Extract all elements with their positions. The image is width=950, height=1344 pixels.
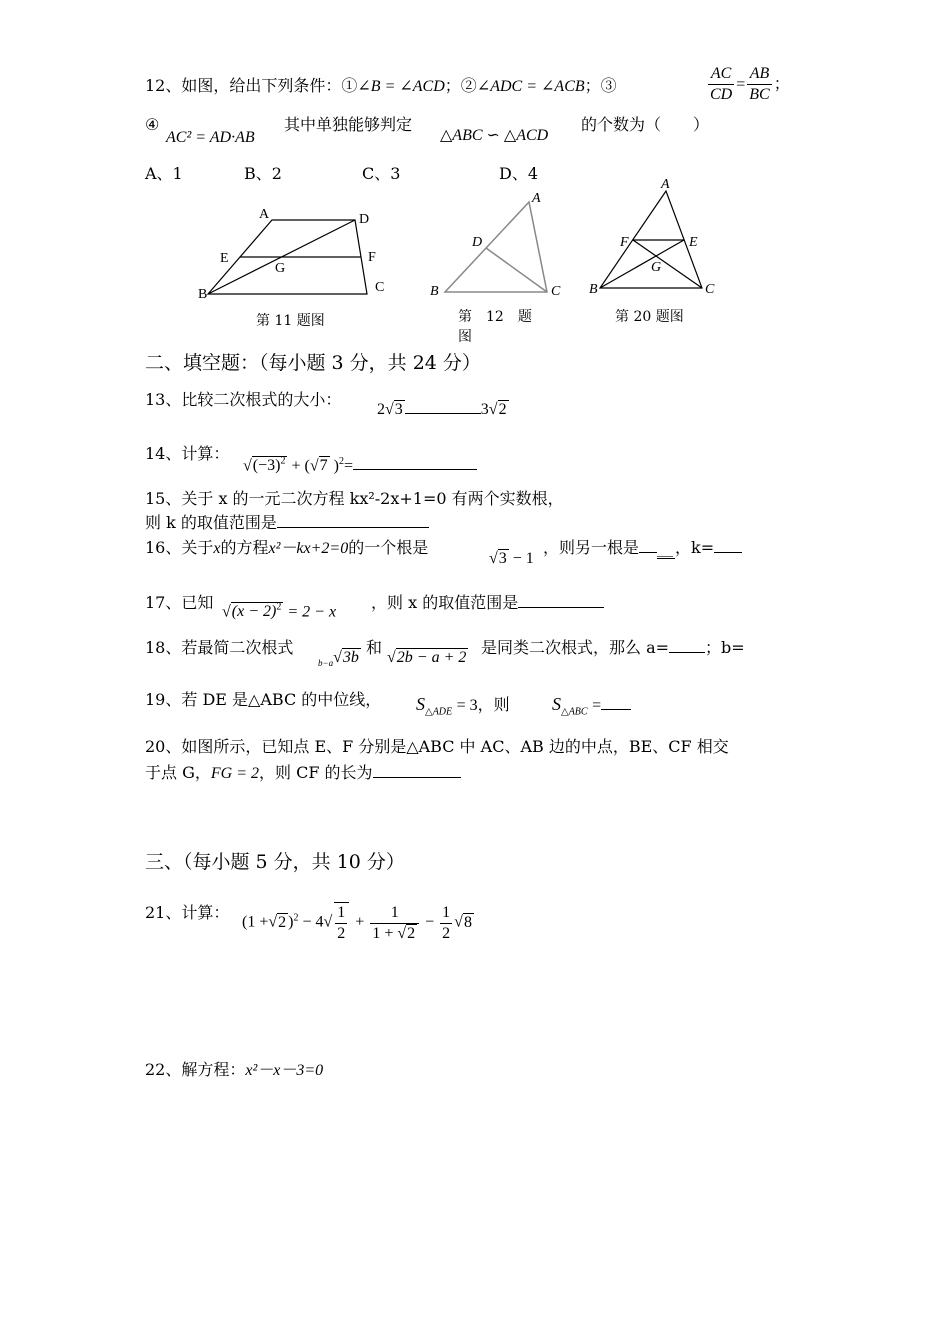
option-a: A、1 [145,164,183,183]
q16-tail [543,538,742,559]
cond4: AC² = AD·AB [166,129,255,146]
q12-line1 [145,76,617,97]
text: 16、关于 [145,538,214,557]
section-2-heading: 二、填空题：（每小题 3 分，共 24 分） [145,352,481,374]
minus: − 4 [302,913,324,931]
coef: 3 [480,401,489,418]
label-f: F [368,250,376,265]
var-x: x [213,540,221,557]
rhs: = 2 − x [287,603,337,621]
q22-line [145,1060,323,1081]
figure-12 [425,185,575,305]
coef: 2 [377,401,385,418]
sep: ； [773,74,790,93]
q13-expr: 2√3 3√2 [377,401,507,418]
minus: − [425,913,435,931]
label-d: D [472,235,483,250]
radicand-base: (−3) [252,457,281,475]
q18-text1: 18、若最简二次根式 [145,638,294,657]
q16-root: √3 − 1 [489,550,534,567]
fg: FG = 2 [210,765,259,782]
figure-12-caption: 第 12 题 [458,309,532,325]
num: AC [708,64,734,85]
frac-ab-bc [747,64,771,105]
exponent: 2 [293,912,299,924]
text: 的一个根是 [348,538,429,557]
q14-text: 14、计算： [145,444,230,463]
q18-a-blank [669,652,705,653]
q19-text1: 19、若 DE 是△ABC 的中位线， [145,690,382,709]
text: ，k= [675,538,715,557]
text: ，则 CF 的长为 [259,763,373,782]
den: BC [749,86,770,103]
q18-tail [481,638,745,658]
frac-half [334,902,349,944]
text: 22、解方程： [145,1060,246,1079]
root-index: b−a [318,658,334,669]
num: AB [747,64,771,85]
frac-inverse [370,903,419,944]
sub: △ABC [561,706,588,718]
sub: △ADE [425,706,453,718]
label-b: B [430,284,439,299]
paren: ) [288,913,294,931]
q12-prefix: 12、如图，给出下列条件： [145,76,342,95]
cond3-fractions [706,64,790,105]
q15-blank [277,527,429,528]
eq: = [736,76,746,93]
q17-tail [371,593,604,613]
q21-text: 21、计算： [145,903,230,922]
minus: − 1 [512,550,534,567]
radicand: 3 [394,401,403,418]
radicand: 2 [278,913,287,931]
blank [639,552,657,553]
triangle-abc [445,202,547,292]
q18-and: 和 [366,638,383,657]
den: 2 [442,924,451,942]
q21-expr: (1 +√2 )$^2$ − 4√ $\frac{1}{2}$ + $\frac{1}{1 + √2}$ − $\frac{1}{2}$ √8 [242,903,472,942]
q16-blank: __ [657,538,674,557]
figure-11 [190,200,400,305]
cond1: ∠B = ∠ACD [357,78,445,95]
figure-20-caption: 第 20 题图 [615,309,684,325]
label-g: G [651,260,662,275]
text: ，则 x 的取值范围是 [371,593,519,612]
label-e: E [220,251,229,266]
text: 的方程 [220,538,269,557]
num: 1 [335,903,347,924]
radicand-base: (x − 2) [231,603,277,621]
q20-blank [373,777,461,778]
q12-similar: △ABC ∽ △ACD [440,127,549,144]
q16-line [145,538,428,559]
label-b: B [198,287,208,302]
label-e: E [689,235,698,250]
q17-text1: 17、已知 [145,593,214,612]
sep: ； [584,76,601,95]
label-g: G [275,261,286,276]
q14-expr: $√(-3)^2 + (√7$ )$^2$= [243,452,477,476]
q13-text: 13、比较二次根式的大小： [145,390,342,409]
paren: ) [333,457,339,475]
label-a: A [259,207,270,222]
radicand [252,456,288,474]
sep: ； [444,76,461,95]
section-3-heading: 三、（每小题 5 分，共 10 分） [145,851,405,873]
q20-line1: 20、如图所示，已知点 E、F 分别是△ABC 中 AC、AB 边的中点，BE、CF 相交 [145,737,729,756]
figure-11-caption: 第 11 题图 [256,313,325,329]
cond1-mark: ① [341,76,358,95]
label-a: A [532,191,541,206]
q14-blank [353,469,477,470]
eq: = [343,457,353,475]
paren: (1 + [242,913,269,931]
num: 1 [440,903,452,924]
radicand: 2b − a + 2 [396,649,467,666]
q19-s-abc [552,694,631,723]
den-a: 1 + [372,924,394,942]
q17-expr: $√(x - 2)^2 = 2 - x$ [222,602,337,621]
text: 于点 G， [145,763,211,782]
q19-s-ade [416,694,510,723]
exponent: 2 [280,456,286,467]
eq: = 3，则 [456,697,510,714]
q13-blank [405,413,481,414]
label-b: B [589,282,598,297]
text: 是同类二次根式，那么 a= [481,638,670,657]
q12-text2: 其中单独能够判定 [284,115,413,134]
q15-line1: 15、关于 x 的一元二次方程 kx²-2x+1=0 有两个实数根， [145,489,564,508]
radicand: 3b [342,649,359,666]
q15-text: 则 k 的取值范围是 [145,513,277,532]
label-c: C [375,280,385,295]
radicand: 2 [407,924,416,942]
den: 2 [337,925,346,942]
q18-rad2: √2b − a + 2 [387,649,467,666]
q16-k-blank [714,552,742,553]
figure-12-caption-line2: 图 [458,329,472,345]
radicand: 7 [319,457,328,475]
figure-11-drawing [190,200,400,305]
label-c: C [705,282,715,297]
q19-blank [601,709,631,710]
label-c: C [551,284,561,299]
cond2-mark: ② [460,76,477,95]
den: 1 + √2 [372,924,416,942]
figure-20 [580,172,730,302]
q15-line2 [145,513,429,533]
radicand: 3 [498,550,507,567]
option-b: B、2 [244,164,282,183]
segment-be [600,240,684,288]
plus: + [355,913,365,931]
frac-ac-cd [708,64,734,105]
exponent: 2 [276,602,282,613]
q20-line2 [145,763,461,784]
figure-12-drawing [425,185,575,305]
equation: x²－kx+2=0 [268,540,349,557]
cond2: ∠ADC = ∠ACB [476,78,585,95]
eq: = [592,697,602,714]
label-d: D [359,212,370,227]
segment-dc [486,248,547,292]
option-c: C、3 [362,164,401,183]
option-d: D、4 [499,164,539,183]
label-f: F [620,235,629,250]
plus: + ( [291,457,310,475]
cond3-mark: ③ [600,76,617,95]
den: CD [710,86,733,103]
text: ；b= [705,638,745,657]
label-a: A [661,177,670,192]
num: 1 [370,903,419,924]
frac-half-2 [440,903,452,944]
q18-rad1: $_{b-a}$√3b [318,649,359,669]
q12-text3: 的个数为（ ） [581,115,710,134]
exponent: 2 [338,456,344,467]
figure-20-drawing [580,172,730,302]
radicand: 8 [463,913,472,931]
s: S [552,694,561,714]
s: S [416,694,425,714]
cond4-mark: ④ [145,115,160,134]
radicand: 2 [498,401,507,418]
radicand [231,602,284,620]
equation: x²－x－3=0 [245,1062,324,1079]
text: ，则另一根是 [543,538,640,557]
q17-blank [518,607,604,608]
